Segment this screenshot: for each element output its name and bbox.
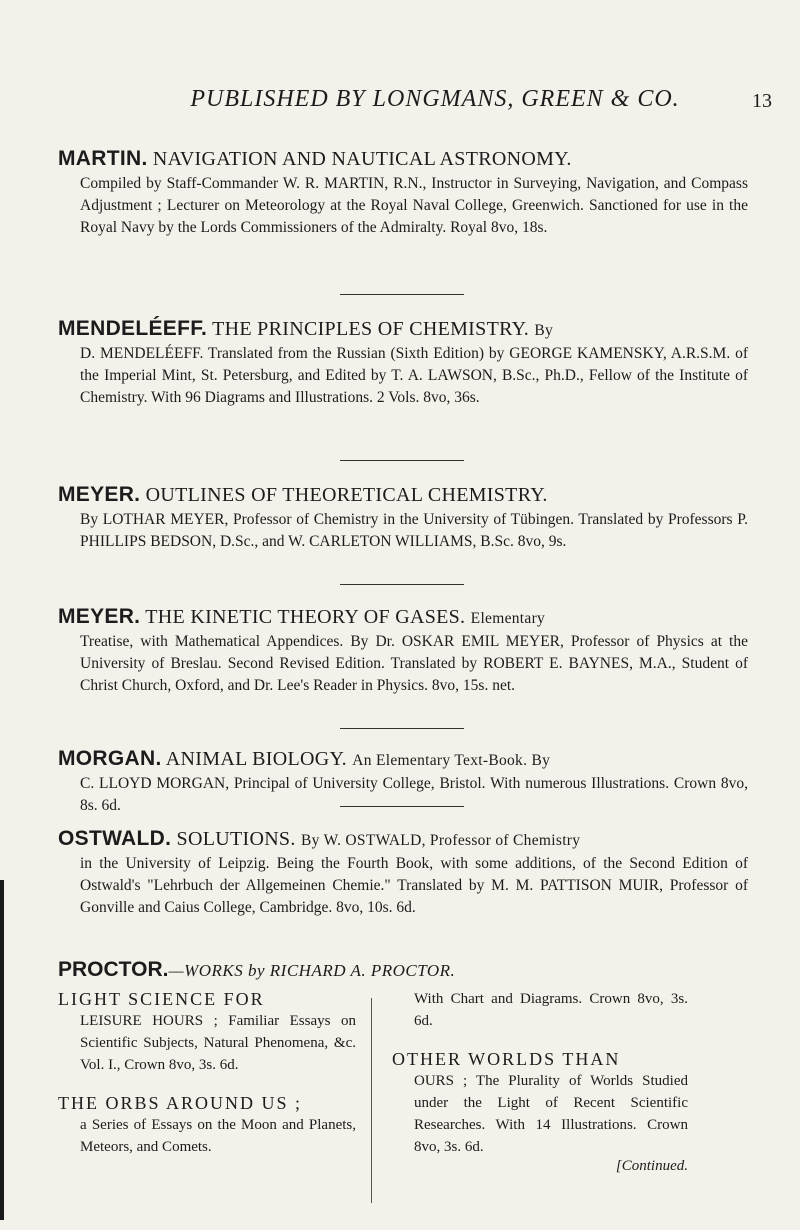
entry-description: D. MENDELÉEFF. Translated from the Russian (Sixth Edition) by GEORGE KAMENSKY, A.R.S.M. of the Imperial Mint, St. Petersburg, and Edited by T. A. LAWSON, B.Sc., Ph.D., Fellow of the Institute of Chemistry. With 96 Diagrams and Illustrations. 2 Vols. 8vo, 36s.	[80, 345, 748, 406]
book-title: LIGHT SCIENCE FOR	[58, 989, 265, 1009]
entry-author: MEYER.	[58, 605, 141, 628]
proctor-author: PROCTOR.	[58, 958, 169, 981]
page-number: 13	[752, 90, 772, 112]
book-description: LEISURE HOURS ; Familiar Essays on Scientific Subjects, Natural Phenomena, &c. Vol. I., Crown 8vo, 3s. 6d.	[80, 1013, 356, 1073]
catalogue-entry	[58, 484, 748, 553]
entry-title: OUTLINES OF THEORETICAL CHEMISTRY.	[145, 484, 548, 506]
entry-author: MORGAN.	[58, 747, 162, 770]
book-title: OTHER WORLDS THAN	[392, 1049, 621, 1069]
proctor-right-column	[392, 988, 688, 1175]
entry-title: THE PRINCIPLES OF CHEMISTRY.	[212, 318, 530, 340]
entry-title: SOLUTIONS.	[176, 828, 296, 850]
entry-description: Treatise, with Mathematical Appendices. By Dr. OSKAR EMIL MEYER, Professor of Physics at the University of Breslau. Second Revised Edition. Translated by ROBERT E. BAYNES, M.A., Student of Christ Church, Oxford, and Dr. Lee's Reader in Physics. 8vo, 15s. net.	[80, 633, 748, 694]
entry-description: By LOTHAR MEYER, Professor of Chemistry in the University of Tübingen. Translated by Professors P. PHILLIPS BEDSON, D.Sc., and W. CARLETON WILLIAMS, B.Sc. 8vo, 9s.	[80, 511, 748, 550]
entry-title: NAVIGATION AND NAUTICAL ASTRONOMY.	[152, 148, 572, 170]
entry-divider	[340, 728, 464, 729]
running-head: PUBLISHED BY LONGMANS, GREEN & CO.	[190, 86, 680, 112]
book-description: OURS ; The Plurality of Worlds Studied under the Light of Recent Scientific Researches. With 14 Illustrations. Crown 8vo, 3s. 6d.	[414, 1073, 688, 1155]
entry-heading	[58, 828, 748, 852]
entry-heading-tail: By	[534, 322, 554, 339]
book-description: a Series of Essays on the Moon and Planets, Meteors, and Comets.	[80, 1117, 356, 1155]
book-listing	[392, 1048, 688, 1158]
proctor-heading	[58, 958, 748, 982]
book-description: With Chart and Diagrams. Crown 8vo, 3s. 6d.	[414, 991, 688, 1029]
entry-divider	[340, 294, 464, 295]
entry-heading	[58, 484, 748, 508]
entry-heading-tail: Elementary	[470, 610, 546, 627]
catalogue-entry	[58, 318, 748, 409]
entry-heading	[58, 148, 748, 172]
proctor-left-column	[58, 988, 356, 1158]
proctor-works-label: —WORKS by RICHARD A. PROCTOR.	[168, 961, 456, 980]
entry-heading	[58, 318, 748, 342]
entry-description: Compiled by Staff-Commander W. R. MARTIN, R.N., Instructor in Surveying, Navigation, and Compass Adjustment ; Lecturer on Meteorology at the Royal Naval College, Greenwich. Sanctioned for use in the Royal Navy by the Lords Commissioners of the Admiralty. Royal 8vo, 18s.	[80, 175, 748, 236]
entry-description: in the University of Leipzig. Being the Fourth Book, with some additions, of the Second Edition of Ostwald's "Lehrbuch der Allgemeinen Chemie." Translated by M. M. PATTISON MUIR, Professor of Gonville and Caius College, Cambridge. 8vo, 10s. 6d.	[80, 855, 748, 916]
binding-edge	[0, 880, 4, 1220]
entry-heading	[58, 748, 748, 772]
book-listing	[58, 988, 356, 1076]
catalogue-entry	[58, 606, 748, 697]
catalogue-entry	[58, 148, 748, 239]
catalogue-entry	[58, 828, 748, 919]
entry-title: THE KINETIC THEORY OF GASES.	[145, 606, 466, 628]
column-divider	[371, 998, 372, 1203]
entry-author: OSTWALD.	[58, 827, 172, 850]
continued-note: [Continued.	[615, 1158, 688, 1174]
entry-author: MEYER.	[58, 483, 141, 506]
entry-description: C. LLOYD MORGAN, Principal of University College, Bristol. With numerous Illustrations. Crown 8vo, 8s. 6d.	[80, 775, 748, 814]
book-listing	[392, 988, 688, 1032]
book-listing	[58, 1092, 356, 1158]
entry-divider	[340, 460, 464, 461]
entry-divider	[340, 584, 464, 585]
book-title: THE ORBS AROUND US ;	[58, 1093, 303, 1113]
entry-heading-tail: An Elementary Text-Book. By	[352, 752, 551, 769]
entry-divider	[340, 806, 464, 807]
entry-author: MENDELÉEFF.	[58, 317, 208, 340]
page-header	[0, 86, 800, 126]
entry-heading-tail: By W. OSTWALD, Professor of Chemistry	[300, 832, 581, 849]
entry-heading	[58, 606, 748, 630]
entry-title: ANIMAL BIOLOGY.	[165, 748, 347, 770]
entry-author: MARTIN.	[58, 147, 148, 170]
